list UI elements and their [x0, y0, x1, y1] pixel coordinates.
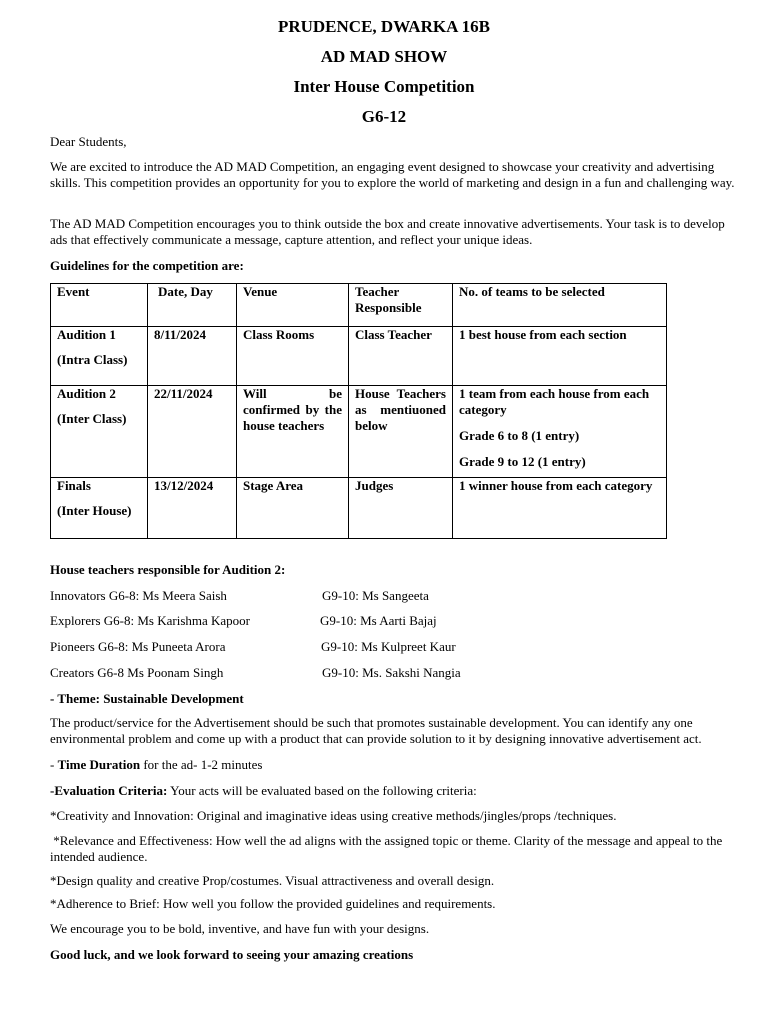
date-cell: 22/11/2024 [148, 386, 237, 478]
house-teacher-junior: Creators G6-8 Ms Poonam Singh [50, 665, 224, 680]
event-name: Audition 1 [57, 327, 116, 342]
house-teacher-senior: G9-10: Ms Sangeeta [322, 588, 429, 603]
guidelines-heading: Guidelines for the competition are: [50, 258, 244, 273]
teacher-cell: Judges [349, 478, 453, 539]
date-cell: 8/11/2024 [148, 327, 237, 386]
teams-line: Grade 6 to 8 (1 entry) [459, 428, 580, 443]
event-sub: (Intra Class) [57, 352, 128, 367]
event-name: Finals [57, 478, 91, 493]
house-teacher-senior: G9-10: Ms Aarti Bajaj [320, 613, 437, 628]
criteria-item: *Creativity and Innovation: Original and imaginative ideas using creative methods/jingles/props /techniques. [50, 808, 617, 823]
event-cell [51, 327, 148, 386]
header-date: Date, Day [148, 284, 237, 327]
teams-cell [453, 386, 667, 478]
criteria-item: *Relevance and Effectiveness: How well the ad aligns with the assigned topic or theme. Clarity of the message and appeal to the intended audience. [50, 833, 726, 864]
header-venue: Venue [237, 284, 349, 327]
teams-line: Grade 9 to 12 (1 entry) [459, 454, 586, 469]
venue-cell: Class Rooms [237, 327, 349, 386]
house-teacher-senior: G9-10: Ms. Sakshi Nangia [322, 665, 461, 680]
evaluation-intro [50, 783, 740, 799]
schedule-table [50, 283, 667, 539]
house-teacher-junior: Explorers G6-8: Ms Karishma Kapoor [50, 613, 251, 628]
header-teams: No. of teams to be selected [453, 284, 667, 327]
date-cell: 13/12/2024 [148, 478, 237, 539]
teacher-cell: House Teachers as mentiuoned below [349, 386, 453, 478]
time-duration [50, 757, 740, 773]
teams-line: 1 best house from each section [459, 327, 627, 342]
salutation: Dear Students, [50, 134, 127, 149]
header-event: Event [51, 284, 148, 327]
event-cell [51, 478, 148, 539]
school-title: PRUDENCE, DWARKA 16B [277, 17, 491, 36]
venue-cell: Stage Area [237, 478, 349, 539]
criteria-item: *Design quality and creative Prop/costumes. Visual attractiveness and overall design. [50, 873, 495, 888]
table-row [51, 327, 667, 386]
house-teacher-junior: Innovators G6-8: Ms Meera Saish [50, 588, 227, 603]
teacher-cell: Class Teacher [349, 327, 453, 386]
evaluation-text: Your acts will be evaluated based on the following criteria: [167, 783, 477, 798]
theme-heading: - Theme: Sustainable Development [50, 691, 244, 706]
teams-cell [453, 478, 667, 539]
event-cell [51, 386, 148, 478]
house-teacher-senior: G9-10: Ms Kulpreet Kaur [321, 639, 456, 654]
header-teacher: Teacher Responsible [349, 284, 453, 327]
good-luck: Good luck, and we look forward to seeing your amazing creations [50, 947, 414, 962]
teams-line: 1 team from each house from each category [459, 386, 650, 417]
duration-label: Time Duration [57, 757, 141, 772]
teams-cell [453, 327, 667, 386]
encouragement: We encourage you to be bold, inventive, and have fun with your designs. [50, 921, 430, 936]
venue-cell: Will be confirmed by the house teachers [237, 386, 349, 478]
table-header-row [51, 284, 667, 327]
duration-prefix: - [50, 757, 58, 772]
table-row [51, 478, 667, 539]
table-row [51, 386, 667, 478]
house-teachers-heading: House teachers responsible for Audition 2: [50, 562, 286, 577]
theme-paragraph: The product/service for the Advertisement should be such that promotes sustainable development. You can identify any one environmental problem and come up with a product that can provide solution to it by designing innovative advertisement act. [50, 715, 702, 746]
event-sub: (Inter House) [57, 503, 132, 518]
grade-title: G6-12 [361, 107, 407, 126]
event-sub: (Inter Class) [57, 411, 127, 426]
teams-line: 1 winner house from each category [459, 478, 653, 493]
event-title: AD MAD SHOW [320, 47, 448, 66]
intro-paragraph-1: We are excited to introduce the AD MAD Competition, an engaging event designed to showcase your creativity and advertising skills. This competition provides an opportunity for you to explore the world of marketing and design in a fun and challenging way. [50, 159, 735, 190]
house-teacher-junior: Pioneers G6-8: Ms Puneeta Arora [50, 639, 226, 654]
event-name: Audition 2 [57, 386, 116, 401]
competition-title: Inter House Competition [293, 77, 475, 96]
duration-text: for the ad- 1-2 minutes [140, 757, 263, 772]
evaluation-label: -Evaluation Criteria: [50, 783, 168, 798]
criteria-item: *Adherence to Brief: How well you follow the provided guidelines and requirements. [50, 896, 496, 911]
intro-paragraph-2: The AD MAD Competition encourages you to think outside the box and create innovative advertisements. Your task is to develop ads that effectively communicate a message, capture attention, and reflect your unique ideas. [50, 216, 725, 247]
